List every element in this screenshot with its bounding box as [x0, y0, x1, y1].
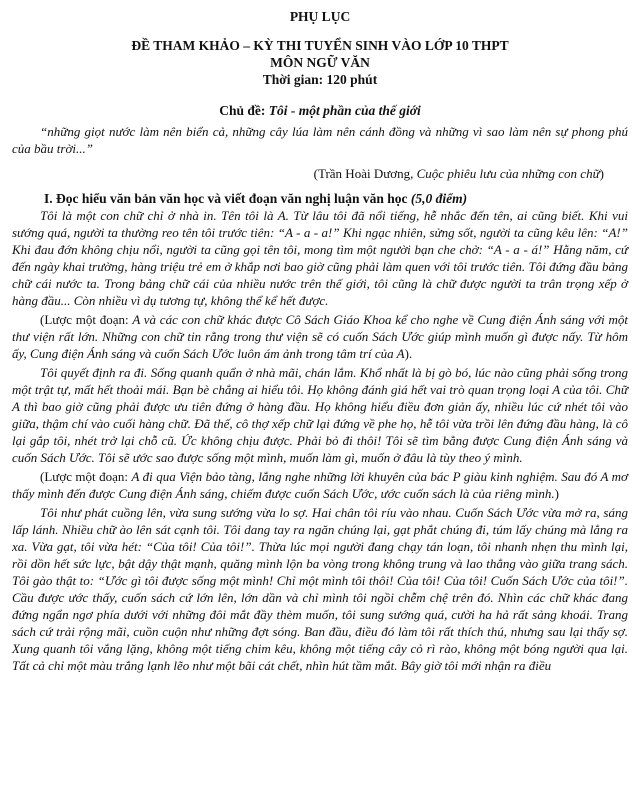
topic-label: Chủ đề: — [219, 103, 269, 118]
note-2-text: A đi qua Viện bảo tàng, lắng nghe những lời khuyên của bác P giàu kinh nghiệm. Sau đó A mơ thấy mình đến được Cung điện Ánh sáng, chiếm được cuốn Sách Ước, ước cuốn sách là của riêng mình. — [12, 469, 628, 501]
note-1-label: (Lược một đoạn: — [40, 312, 133, 327]
passage-paragraph-1: Tôi là một con chữ chỉ ở nhà in. Tên tôi là A. Từ lâu tôi đã nổi tiếng, hễ nhắc đến tên, ai cũng biết. Khi vui sướng quá, người ta thường reo tên tôi trước tiên: “A - a - a!” Khi ngạc nhiên, sửng sốt, người ta cũng kêu lên: “A!” Khi đau đớn không chịu nổi, người ta cũng gọi tên tôi, mong tìm một người bạn che chở: “A - a - á!” Hằng năm, cứ đến ngày khai trường, hàng triệu trẻ em ở khắp nơi bao giờ cũng phải làm quen với tôi trước tiên. Tôi đứng đầu bảng chữ cái nước ta. Trong bảng chữ cái của nhiều nước trên thế giới, tôi cũng là chữ được người ta trân trọng xếp ở hàng đầu... Còn nhiều vì dụ tương tự, không thể kể hết được. — [12, 208, 628, 308]
section-points: (5,0 điểm) — [410, 191, 468, 206]
subject-title: MÔN NGỮ VĂN — [270, 55, 370, 70]
exam-time: Thời gian: 120 phút — [262, 72, 378, 87]
note-2-label: (Lược một đoạn: — [40, 469, 132, 484]
epigraph-quote: “những giọt nước làm nên biển cả, những cây lúa làm nên cánh đồng và những vì sao làm nên sự phong phú của bầu trời...” — [12, 124, 628, 156]
section-title: I. Đọc hiểu văn bản văn học và viết đoạn văn nghị luận văn học — [44, 191, 411, 206]
passage-paragraph-3: Tôi như phát cuồng lên, vừa sung sướng vừa lo sợ. Hai chân tôi ríu vào nhau. Cuốn Sách Ước vừa mở ra, sáng lấp lánh. Nhiều chữ ào lên sát cạnh tôi. Tôi dang tay ra ngăn chúng lại, gạt phắt chúng đi, túm lấy chúng mà lẳng ra xa. Vừa gạt, tôi vừa hét: “Của tôi! Của tôi!”. Thừa lúc mọi người đang chạy tán loạn, tôi nhanh nhẹn thu mình lại, rồi dồn hết sức lực, bật dậy thật mạnh, quăng mình lộn ba vòng trong không trung và lao thẳng vào giữa trang sách. Tôi gào thật to: “Ước gì tôi được sống một mình! Chỉ một mình tôi thôi! Của tôi! Của tôi! Cuốn Sách Ước của tôi!”. Cầu được ước thấy, cuốn sách cứ lớn lên, lớn dần và chỉ mình tôi ngồi chễm chệ trên đó. Nhìn các chữ khác đang đứng ngẩn ngơ phía dưới với những đôi mắt đầy thèm muốn, tôi sung sướng quá, cười ha hả rất sảng khoái. Trang sách cứ trải rộng mãi, cuồn cuộn như những đợt sóng. Ban đầu, điều đó làm tôi rất thích thú, nhưng sau lại thấy sợ. Xung quanh tôi vắng lặng, không một tiếng chim kêu, không một tiếng cây cỏ rì rào, không một bóng người qua lại. Tất cả chỉ một màu trắng lạnh lẽo như một bãi cát chết, nhìn hút tầm mắt. Bây giờ tôi mới nhận ra điều — [12, 505, 628, 673]
note-1-text: A và các con chữ khác được Cô Sách Giáo Khoa kể cho nghe về Cung điện Ánh sáng với một thư viện rất lớn. Những con chữ tin rằng trong thư viện sẽ có cuốn Sách Ước giúp mình muốn gì được nấy. Từ hôm ấy, Cung điện Ánh sáng và cuốn Sách Ước luôn ám ảnh trong tâm trí của A — [12, 312, 628, 361]
epigraph-author: (Trần Hoài Dương, — [313, 166, 417, 181]
topic-line — [12, 102, 628, 119]
epigraph-work: Cuộc phiêu lưu của những con chữ — [416, 166, 600, 181]
epigraph-close: ) — [599, 166, 604, 181]
omitted-note-1 — [12, 311, 628, 362]
topic-value: Tôi - một phần của thế giới — [268, 103, 421, 118]
exam-title: ĐỀ THAM KHẢO – KỲ THI TUYỂN SINH VÀO LỚP 10 THPT — [131, 38, 509, 53]
passage-paragraph-2: Tôi quyết định ra đi. Sống quanh quẩn ở nhà mãi, chán lắm. Khổ nhất là bị gò bó, lúc nào cũng phải sống trong một trật tự, mất hết thoải mái. Bạn bè chẳng ai hiểu tôi. Họ không đánh giá hết vai trò quan trọng loại A của tôi. Chữ A thì bao giờ cũng phải được ưu tiên đứng ở hàng đầu. Họ không hiểu điều đơn giản ấy, nhiều lúc cứ nhét tôi vào giữa, thậm chí vào cuối hàng chữ. Đã thế, cô thợ xếp chữ lại đứng về phe họ, hễ tôi vừa trồi lên đứng đầu hàng, là cô lại gắp tôi, nhét trở lại chỗ cũ. Ức không chịu được. Phải bỏ đi thôi! Tôi sẽ tìm bằng được Cung điện Ánh sáng và cuốn Sách Ước. Tôi sẽ ước sao được sống một mình, muốn làm gì, muốn ở đâu là tùy theo ý mình. — [12, 365, 628, 465]
omitted-note-2 — [12, 468, 628, 502]
appendix-heading: PHỤ LỤC — [289, 9, 351, 24]
note-2-close: ) — [554, 486, 559, 501]
epigraph-attribution — [12, 165, 628, 182]
note-1-close: ). — [404, 346, 413, 361]
section-heading — [12, 190, 628, 207]
